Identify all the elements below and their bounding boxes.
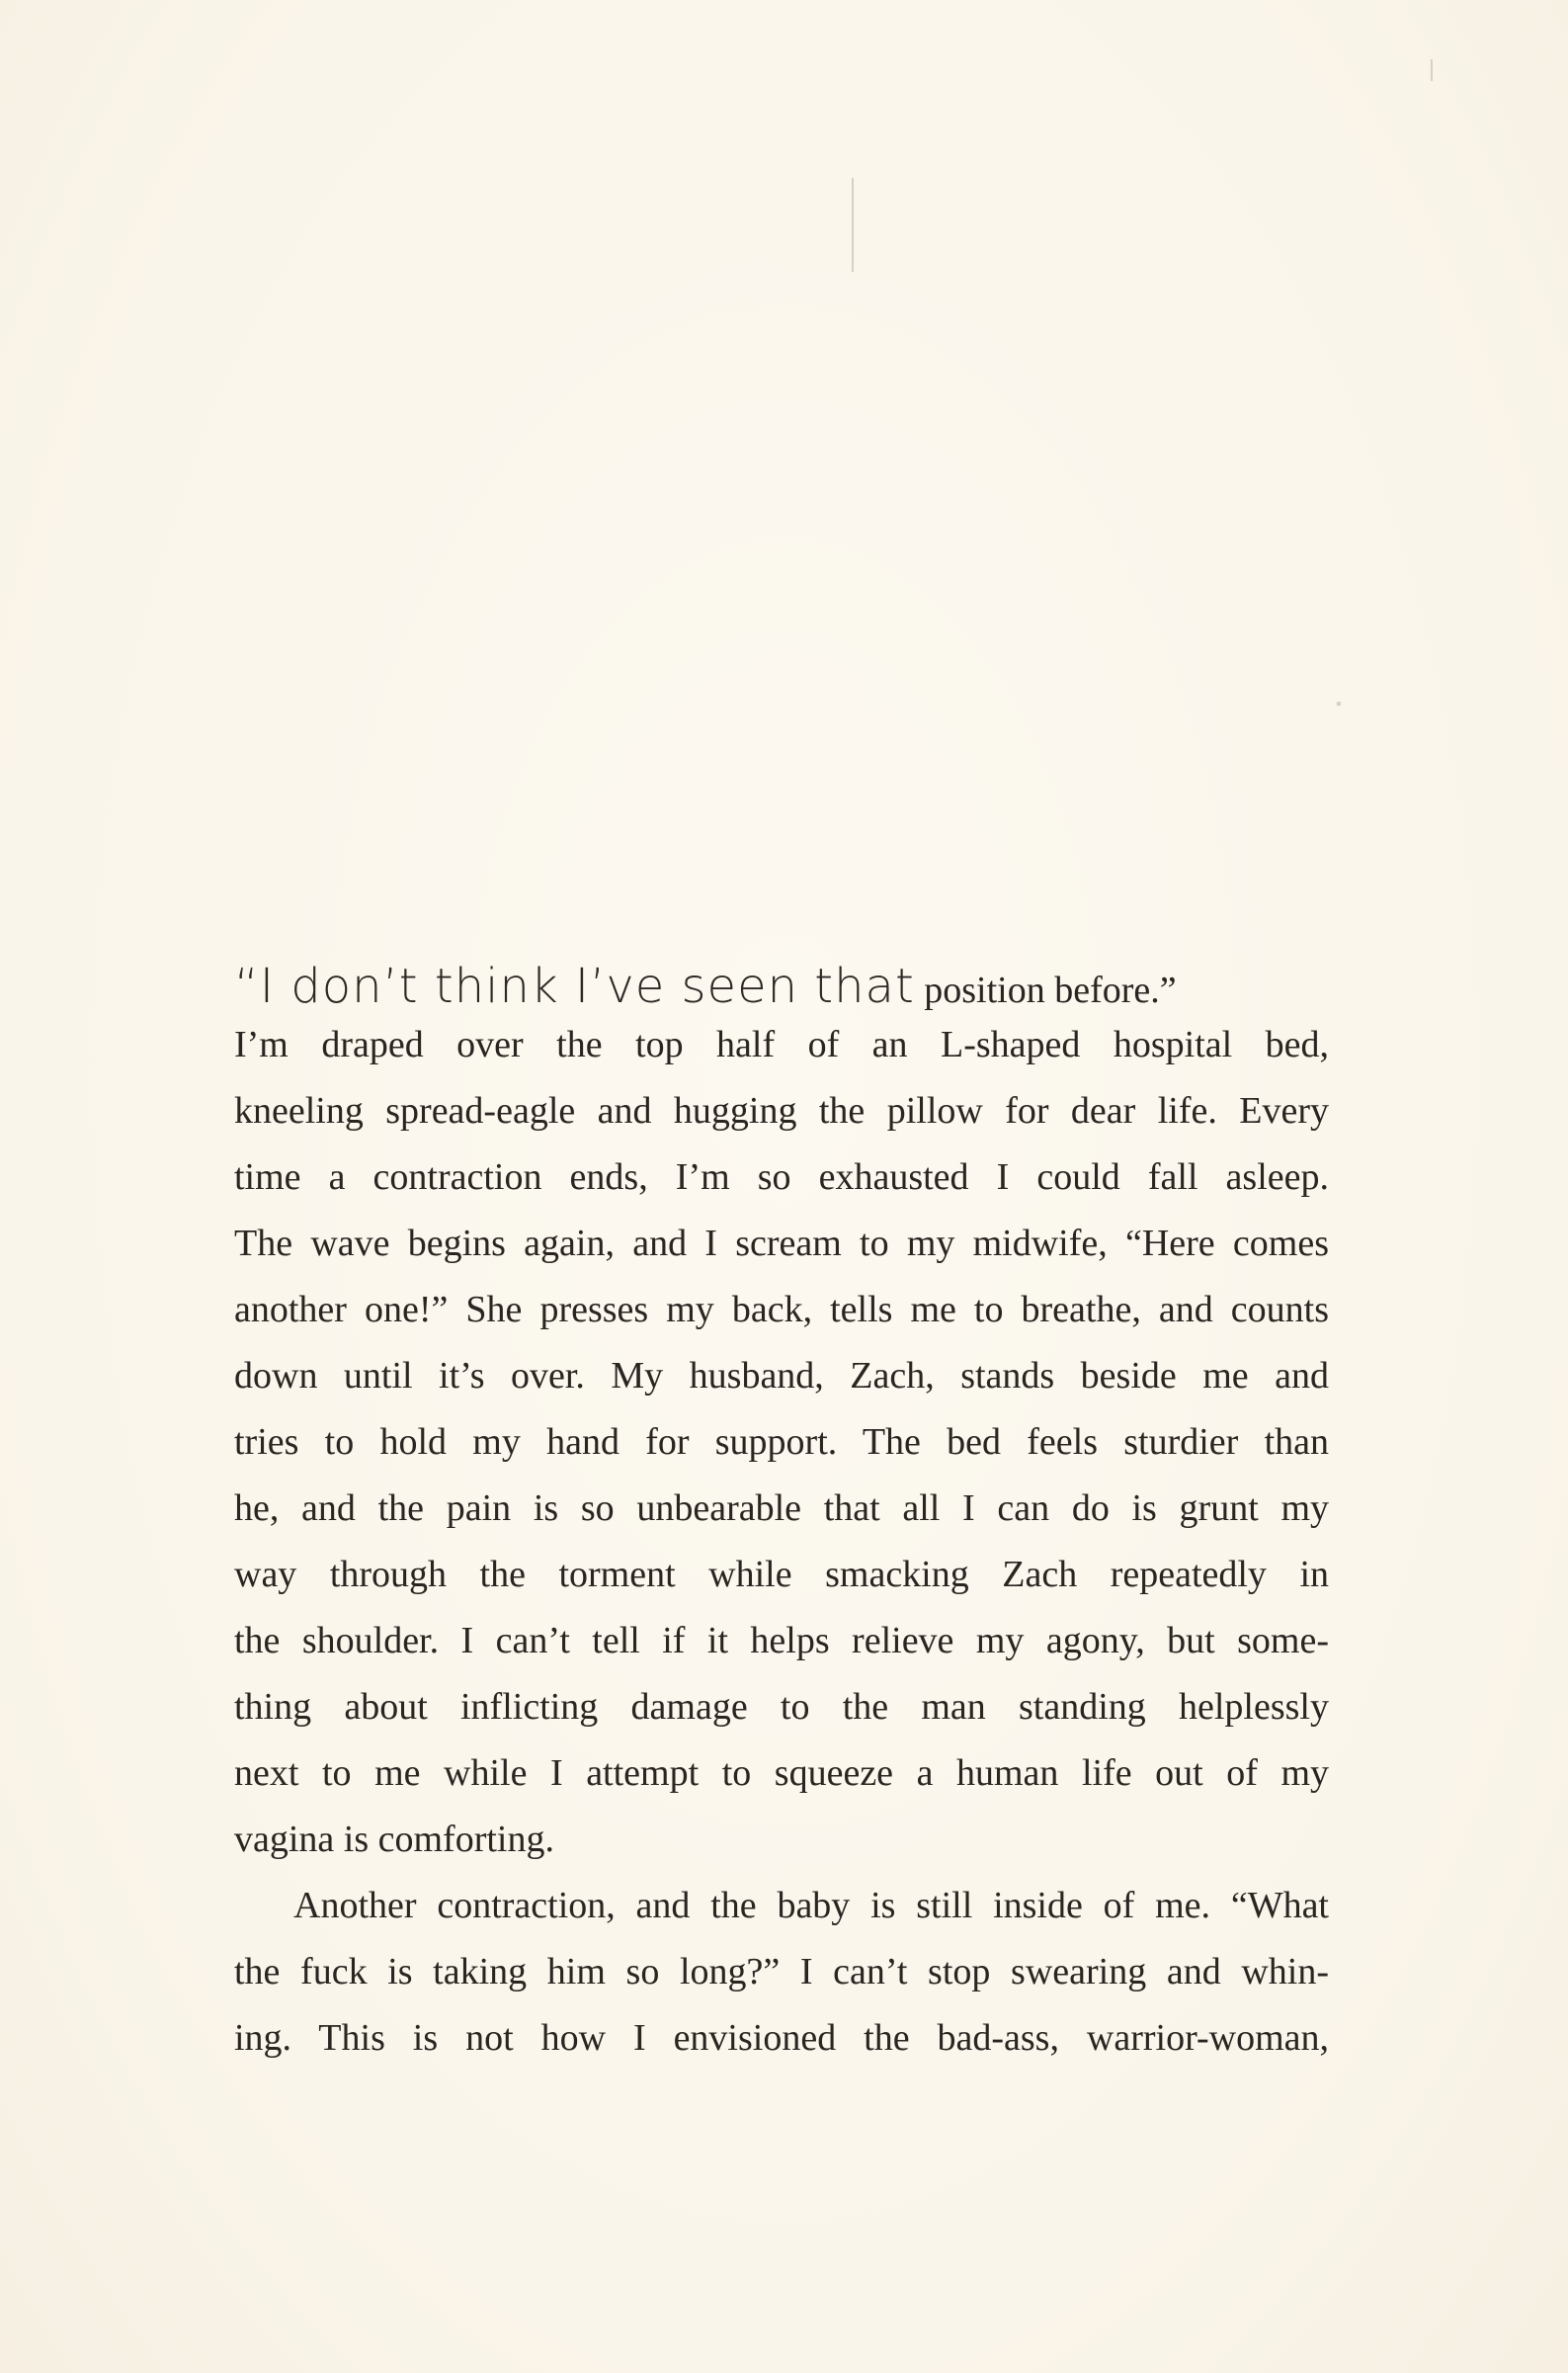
paragraph-line: ing. This is not how I envisioned the bad-ass, warrior-woman, — [234, 2017, 1329, 2059]
paragraph-line: the shoulder. I can’t tell if it helps relieve my agony, but some- — [234, 1620, 1329, 1661]
paragraph-line: thing about inflicting damage to the man standing helplessly — [234, 1686, 1329, 1728]
paragraph-line: I’m draped over the top half of an L-shaped hospital bed, — [234, 1024, 1329, 1065]
paragraph-line: way through the torment while smacking Zach repeatedly in — [234, 1554, 1329, 1595]
paragraph-line: kneeling spread-eagle and hugging the pillow for dear life. Every — [234, 1090, 1329, 1132]
paragraph-line: Another contraction, and the baby is still inside of me. “What — [293, 1885, 1329, 1926]
paragraph-line: down until it’s over. My husband, Zach, stands beside me and — [234, 1355, 1329, 1397]
paragraph-line: time a contraction ends, I’m so exhausted I could fall asleep. — [234, 1156, 1329, 1198]
opening-rest: position before.” — [914, 970, 1177, 1011]
paragraph-line: vagina is comforting. — [234, 1819, 554, 1860]
paragraph-line: tries to hold my hand for support. The bed feels sturdier than — [234, 1421, 1329, 1463]
opening-line — [234, 957, 1329, 1016]
scan-mark — [1431, 59, 1433, 81]
paragraph-line: another one!” She presses my back, tells me to breathe, and counts — [234, 1289, 1329, 1330]
paragraph-line: next to me while I attempt to squeeze a human life out of my — [234, 1752, 1329, 1794]
opening-lead: “I don’t think I’ve seen that — [234, 959, 915, 1014]
paragraph-line: the fuck is taking him so long?” I can’t stop swearing and whin- — [234, 1951, 1329, 1992]
paragraph-line: The wave begins again, and I scream to my midwife, “Here comes — [234, 1223, 1329, 1264]
paragraph-line: he, and the pain is so unbearable that all I can do is grunt my — [234, 1487, 1329, 1529]
scan-mark — [852, 178, 854, 272]
scan-mark — [1337, 702, 1341, 706]
